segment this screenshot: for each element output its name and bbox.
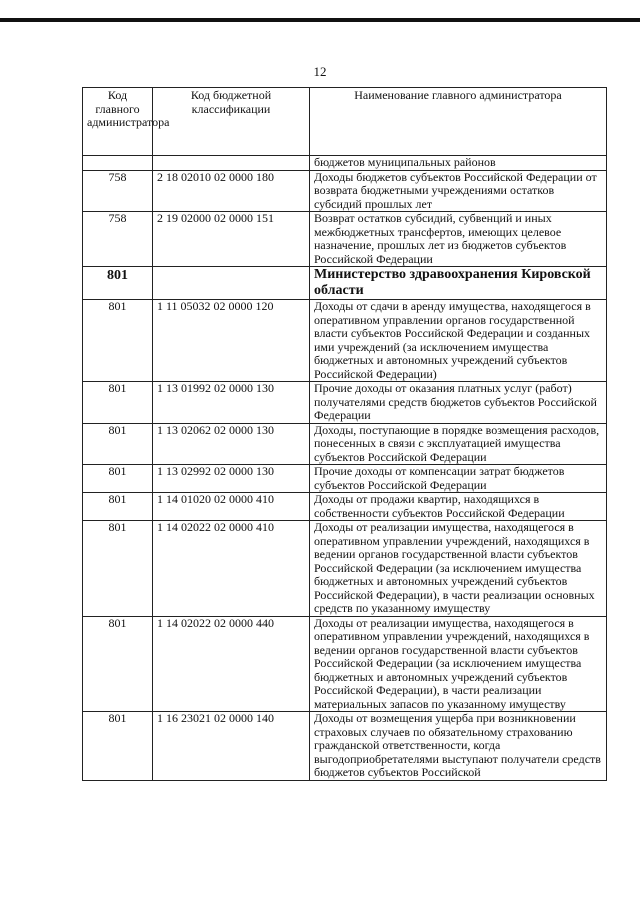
admin-name-cell: Доходы от реализации имущества, находящегося в оперативном управлении учреждений, находящихся в ведении органов государственной власти субъектов Российской Федерации (за исключением имущества бюджетных и автономных учреждений субъектов Российской Федерации), в части реализации материальных запасов по указанному имуществу: [310, 616, 607, 712]
admin-code-cell: 801: [83, 712, 153, 781]
admin-code-cell: 801: [83, 521, 153, 617]
budget-table: [82, 87, 607, 781]
admin-name-cell: Доходы от возмещения ущерба при возникновении страховых случаев по обязательному страхованию гражданской ответственности, когда выгодоприобретателями выступают получатели средств бюджетов субъектов Российской: [310, 712, 607, 781]
table-row: [83, 212, 607, 267]
admin-code-cell: 801: [83, 616, 153, 712]
admin-name-cell: Прочие доходы от компенсации затрат бюджетов субъектов Российской Федерации: [310, 465, 607, 493]
admin-name-cell: Доходы бюджетов субъектов Российской Федерации от возврата бюджетными учреждениями остатков субсидий прошлых лет: [310, 170, 607, 212]
admin-code-cell: 801: [83, 423, 153, 465]
admin-name-cell: Доходы от реализации имущества, находящегося в оперативном управлении учреждений, находящихся в ведении органов государственной власти субъектов Российской Федерации (за исключением имущества бюджетных и автономных учреждений субъектов Российской Федерации), в части реализации основных средств по указанному имуществу: [310, 521, 607, 617]
admin-code-cell: 801: [83, 267, 153, 300]
kbk-code-cell: 1 14 02022 02 0000 410: [153, 521, 310, 617]
admin-code-cell: 758: [83, 170, 153, 212]
table-row: [83, 423, 607, 465]
admin-code-cell: 801: [83, 300, 153, 382]
table-row: [83, 616, 607, 712]
kbk-code-cell: 1 13 02062 02 0000 130: [153, 423, 310, 465]
table-row: [83, 170, 607, 212]
kbk-code-cell: 1 11 05032 02 0000 120: [153, 300, 310, 382]
table-row: [83, 267, 607, 300]
top-rule: [0, 18, 640, 22]
table-body: [83, 156, 607, 781]
table-row: [83, 712, 607, 781]
admin-name-cell: Министерство здравоохранения Кировской области: [310, 267, 607, 300]
admin-name-cell: Доходы от продажи квартир, находящихся в собственности субъектов Российской Федерации: [310, 493, 607, 521]
kbk-code-cell: 1 13 01992 02 0000 130: [153, 382, 310, 424]
table-row: [83, 465, 607, 493]
kbk-code-cell: [153, 267, 310, 300]
table-row: [83, 156, 607, 171]
table-row: [83, 382, 607, 424]
table-row: [83, 493, 607, 521]
admin-code-cell: 801: [83, 382, 153, 424]
table-row: [83, 300, 607, 382]
page-number: 12: [313, 64, 327, 79]
admin-name-cell: Доходы, поступающие в порядке возмещения расходов, понесенных в связи с эксплуатацией имущества субъектов Российской Федерации: [310, 423, 607, 465]
header-name: Наименование главного администратора: [310, 88, 607, 156]
kbk-code-cell: 1 14 02022 02 0000 440: [153, 616, 310, 712]
kbk-code-cell: 1 16 23021 02 0000 140: [153, 712, 310, 781]
table-header-row: [83, 88, 607, 156]
admin-code-cell: 758: [83, 212, 153, 267]
header-admin-code: Код главного администратора: [83, 88, 153, 156]
admin-name-cell: Доходы от сдачи в аренду имущества, находящегося в оперативном управлении органов государственной власти субъектов Российской Федерации и созданных ими учреждений (за исключением имущества бюджетных и автономных учреждений субъектов Российской Федерации): [310, 300, 607, 382]
kbk-code-cell: 1 13 02992 02 0000 130: [153, 465, 310, 493]
admin-name-cell: Возврат остатков субсидий, субвенций и иных межбюджетных трансфертов, имеющих целевое назначение, прошлых лет из бюджетов субъектов Российской Федерации: [310, 212, 607, 267]
admin-code-cell: 801: [83, 465, 153, 493]
kbk-code-cell: 2 19 02000 02 0000 151: [153, 212, 310, 267]
kbk-code-cell: 1 14 01020 02 0000 410: [153, 493, 310, 521]
admin-code-cell: 801: [83, 493, 153, 521]
kbk-code-cell: [153, 156, 310, 171]
kbk-code-cell: 2 18 02010 02 0000 180: [153, 170, 310, 212]
admin-code-cell: [83, 156, 153, 171]
admin-name-cell: бюджетов муниципальных районов: [310, 156, 607, 171]
table-row: [83, 521, 607, 617]
admin-name-cell: Прочие доходы от оказания платных услуг (работ) получателями средств бюджетов субъектов Российской Федерации: [310, 382, 607, 424]
header-kbk: Код бюджетной классификации: [153, 88, 310, 156]
